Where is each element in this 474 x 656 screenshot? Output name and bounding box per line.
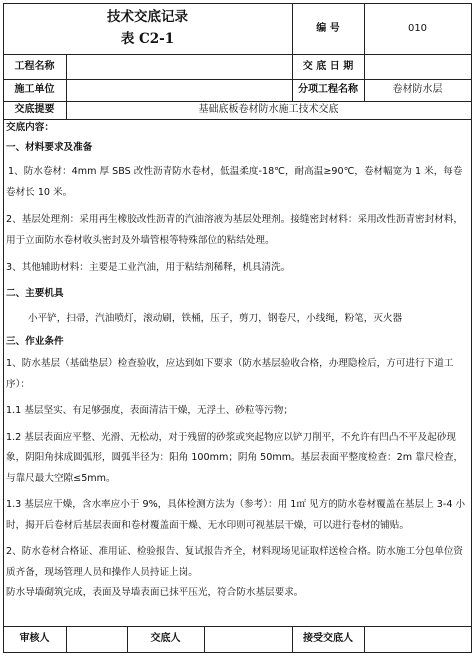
form-code: 表 C2-1	[120, 31, 175, 48]
receiver-label: 接受交底人	[303, 633, 353, 644]
page-title: 技术交底记录	[107, 9, 188, 26]
conditions-item-1-1: 1.1 基层坚实、有足够强度，表面清洁干燥，无浮土、砂粒等污物；	[6, 405, 293, 416]
materials-item-auxiliary: 3、其他辅助材料：主要是工业汽油，用于粘结剂稀释，机具清洗。	[6, 262, 291, 273]
conditions-item-certificates: 2、防水卷材合格证、准用证、检验报告、复试报告齐全，材料现场见证取样送检合格。防水施工分包单位资质齐备，现场管理人员和操作人员持证上岗。	[6, 546, 464, 578]
discloser-label: 交底人	[150, 633, 181, 644]
reviewer-label: 审核人	[19, 633, 50, 644]
reviewer-field[interactable]	[70, 626, 124, 652]
conditions-item-guide-wall: 防水导墙砌筑完成，表面及导墙表面已抹平压光，符合防水基层要求。	[6, 587, 304, 598]
sub-project-label: 分项工程名称	[298, 84, 358, 95]
project-name-label: 工程名称	[14, 60, 55, 72]
date-field[interactable]	[368, 54, 468, 79]
project-name-field[interactable]	[70, 54, 290, 79]
summary-value: 基础底板卷材防水施工技术交底	[198, 104, 339, 115]
materials-item-primer: 2、基层处理剂：采用再生橡胶改性沥青的汽油溶液为基层处理剂。接缝密封材料：采用改性沥青密封材料，用于立面防水卷材收头密封及外墙管根等特殊部位的粘结处理。	[6, 214, 464, 246]
construction-unit-label: 施工单位	[14, 84, 55, 95]
table-bottom-border	[3, 652, 471, 653]
conditions-item-1-2: 1.2 基层表面应平整、光滑、无松动，对于残留的砂浆或突起物应以铲刀削平，不允许有凹凸不平及起砂现象，阴阳角抹成圆弧形，圆弧半径为：阳角 100mm；阴角 50mm。基层表面平整度检查：2m 靠尺检查，与靠尺最大空隙≤5mm。	[6, 431, 464, 484]
discloser-field[interactable]	[208, 626, 290, 652]
receiver-field[interactable]	[368, 626, 468, 652]
date-label: 交 底 日 期	[302, 60, 354, 72]
number-value: 010	[407, 22, 428, 34]
section-materials-title: 一、材料要求及准备	[6, 142, 93, 153]
conditions-item-base-check: 1、防水基层（基础垫层）检查验收，应达到如下要求（防水基层验收合格，办理隐检后，方可进行下道工序）：	[6, 358, 454, 390]
table-right-border	[471, 3, 472, 653]
conditions-item-1-3: 1.3 基层应干燥，含水率应小于 9%，具体检测方法为（参考）：用 1㎡ 见方的防水卷材覆盖在基层上 3-4 小时，揭开后卷材后基层表面和卷材覆盖面干燥、无水印则可视基层干燥，可以进行卷材的铺贴。	[6, 499, 466, 531]
materials-item-membrane: 1、防水卷材：4mm 厚 SBS 改性沥青防水卷材，低温柔度-18℃，耐高温≥90℃，卷材幅宽为 1 米，每卷卷材长 10 米。	[6, 166, 463, 198]
disclosure-content	[6, 119, 466, 604]
section-tools-title: 二、主要机具	[6, 287, 64, 299]
footer-column-divider	[204, 626, 205, 652]
footer-column-divider	[66, 626, 67, 652]
section-conditions-title: 三、作业条件	[6, 335, 64, 347]
summary-label: 交底提要	[14, 104, 55, 115]
number-label: 编 号	[316, 22, 340, 34]
sub-project-value: 卷材防水层	[392, 84, 443, 95]
content-heading: 交底内容：	[6, 122, 54, 133]
tools-list: 小平铲，扫帚，汽油喷灯，滚动刷，铁桶，压子，剪刀，钢卷尺，小线绳，粉笔，灭火器	[28, 313, 403, 324]
construction-unit-field[interactable]	[70, 79, 290, 101]
footer-column-divider	[364, 626, 365, 652]
